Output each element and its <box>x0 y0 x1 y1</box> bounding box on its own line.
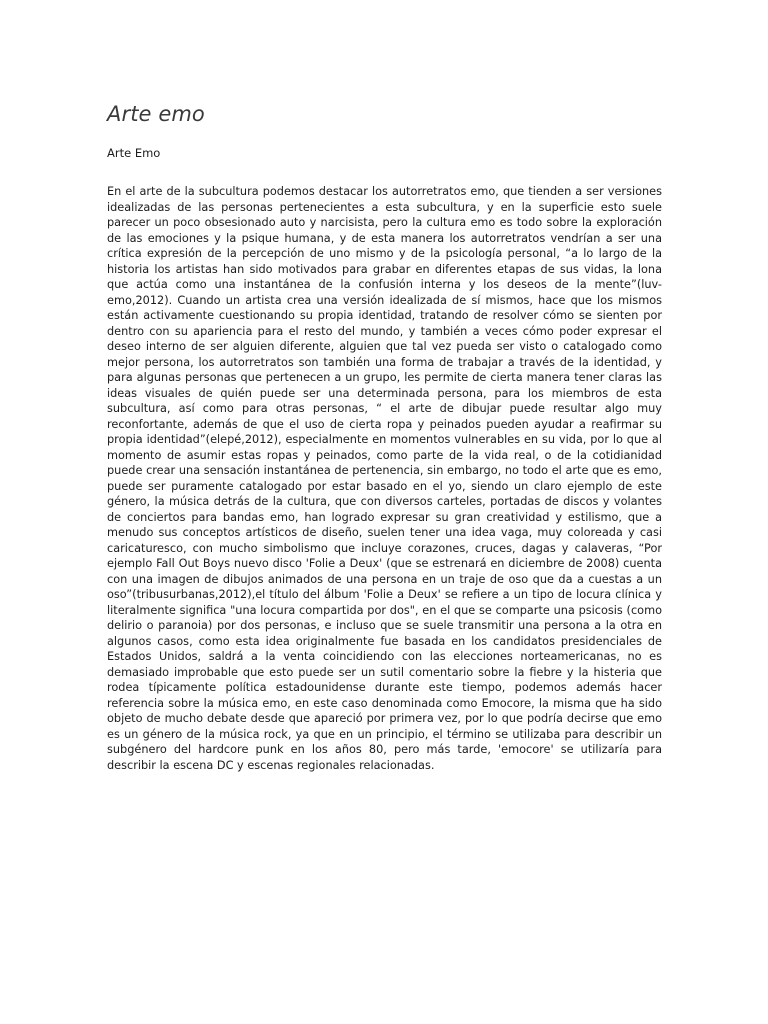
body-paragraph: En el arte de la subcultura podemos destacar los autorretratos emo, que tienden a ser versiones idealizadas de las personas pertenecientes a esta subcultura, y en la superficie esto suele parecer un poco obsesionado auto y narcisista, pero la cultura emo es todo sobre la exploración de las emociones y la psique humana, y de esta manera los autorretratos vendrían a ser una crítica expresión de la percepción de uno mismo y de la psicología personal, “a lo largo de la historia los artistas han sido motivados para grabar en diferentes etapas de sus vidas, la lona que actúa como una instantánea de la confusión interna y los deseos de la mente”(luv-emo,2012). Cuando un artista crea una versión idealizada de sí mismos, hace que los mismos están activamente cuestionando su propia identidad, tratando de resolver cómo se sienten por dentro con su apariencia para el resto del mundo, y también a veces cómo poder expresar el deseo interno de ser alguien diferente, alguien que tal vez pueda ser visto o catalogado como mejor persona, los autorretratos son también una forma de trabajar a través de la identidad, y para algunas personas que pertenecen a un grupo, les permite de cierta manera tener claras las ideas visuales de quién puede ser una determinada persona, para los miembros de esta subcultura, así como para otras personas, “ el arte de dibujar puede resultar algo muy reconfortante, además de que el uso de cierta ropa y peinados pueden ayudar a reafirmar su propia identidad”(elepé,2012), especialmente en momentos vulnerables en su vida, por lo que al momento de asumir estas ropas y peinados, como parte de la vida real, o de la cotidianidad puede crear una sensación instantánea de pertenencia, sin embargo, no todo el arte que es emo, puede ser puramente catalogado por estar basado en el yo, siendo un claro ejemplo de este género, la música detrás de la cultura, que con diversos carteles, portadas de discos y volantes de conciertos para bandas emo, han logrado expresar su gran creatividad y estilismo, que a menudo sus conceptos artísticos de diseño, suelen tener una idea vaga, muy coloreada y casi caricaturesco, con mucho simbolismo que incluye corazones, cruces, dagas y calaveras, “Por ejemplo Fall Out Boys nuevo disco 'Folie a Deux' (que se estrenará en diciembre de 2008) cuenta con una imagen de dibujos animados de una persona en un traje de oso que da a cuestas a un oso”(tribusurbanas,2012),el título del álbum 'Folie a Deux' se refiere a un tipo de locura clínica y literalmente significa "una locura compartida por dos", en el que se comparte una psicosis (como delirio o paranoia) por dos personas, e incluso que se suele transmitir una persona a la otra en algunos casos, como esta idea originalmente fue basada en los candidatos presidenciales de Estados Unidos, saldrá a la venta coincidiendo con las elecciones norteamericanas, no es demasiado improbable que esto puede ser un sutil comentario sobre la fiebre y la histeria que rodea típicamente política estadounidense durante este tiempo, podemos además hacer referencia sobre la música emo, en este caso denominada como Emocore, la misma que ha sido objeto de mucho debate desde que apareció por primera vez, por lo que podría decirse que emo es un género de la música rock, ya que en un principio, el término se utilizaba para describir un subgénero del hardcore punk en los años 80, pero más tarde, 'emocore' se utilizaría para describir la escena DC y escenas regionales relacionadas. <box>107 185 662 772</box>
document-title: Arte emo <box>107 102 205 126</box>
document-subtitle: Arte Emo <box>107 146 161 160</box>
